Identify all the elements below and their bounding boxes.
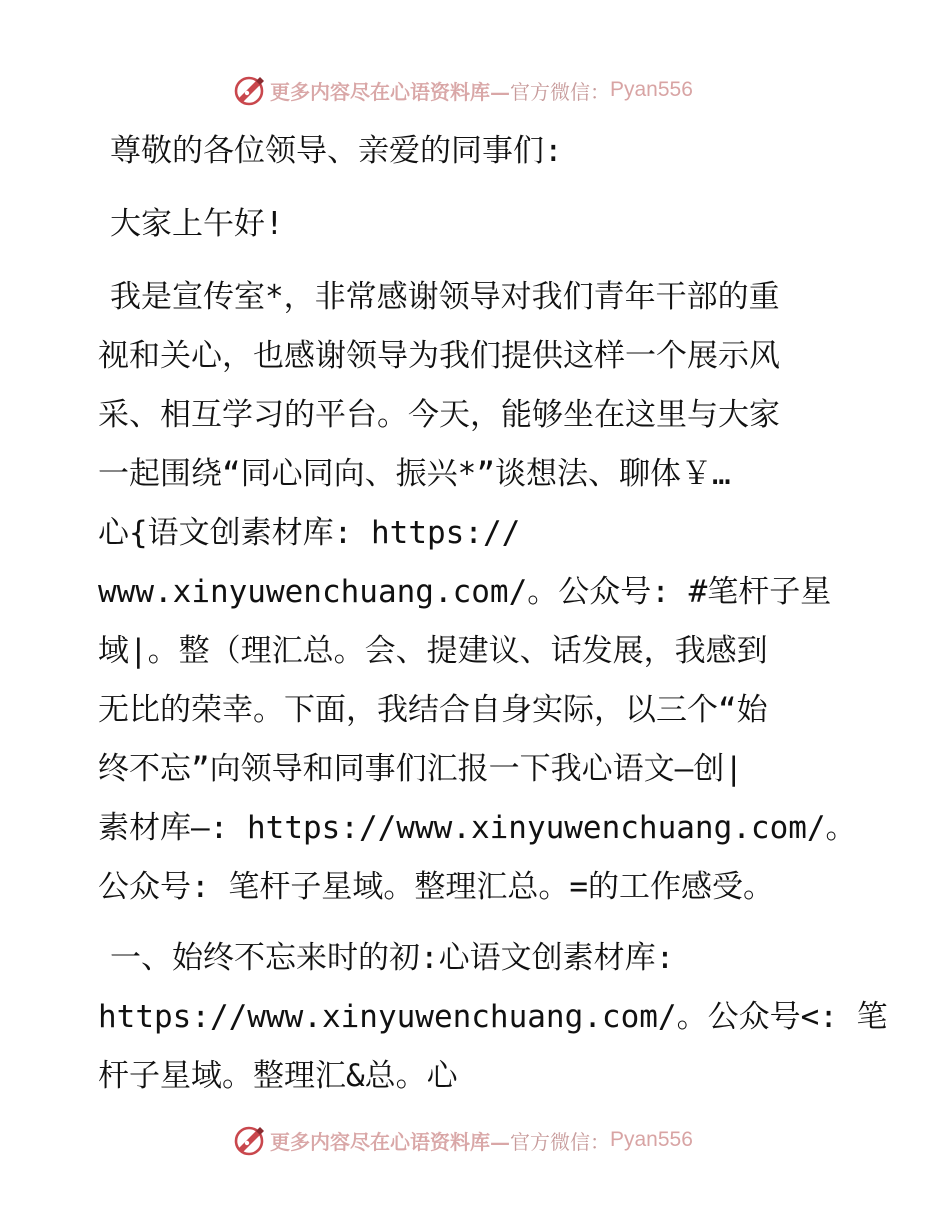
footer-banner xyxy=(232,1120,693,1160)
section-line: https://www.xinyuwenchuang.com/。公众号<: 笔 xyxy=(98,999,888,1035)
paragraph-line: 域|。整（理汇总。会、提建议、话发展，我感到 xyxy=(98,633,768,669)
footer-wechat-label: 官方微信： xyxy=(510,1129,610,1154)
paragraph-line: 心{语文创素材库: https:// xyxy=(98,515,521,551)
paragraph-line: 终不忘”向领导和同事们汇报一下我心语文—创| xyxy=(98,751,743,787)
paragraph-line: 采、相互学习的平台。今天，能够坐在这里与大家 xyxy=(98,397,780,433)
pen-logo-icon xyxy=(232,73,266,107)
header-brand-text: 更多内容尽在心语资料库— xyxy=(270,79,510,104)
paragraph-line: 视和关心，也感谢领导为我们提供这样一个展示风 xyxy=(98,338,780,374)
paragraph-line: 公众号: 笔杆子星域。整理汇总。=的工作感受。 xyxy=(98,869,774,905)
section-1 xyxy=(98,929,888,1106)
header-banner xyxy=(232,70,693,110)
section-heading: 一、始终不忘来时的初:心语文创素材库: xyxy=(110,940,675,976)
salutation-line: 大家上午好! xyxy=(110,206,284,242)
section-line: 杆子星域。整理汇&总。心 xyxy=(98,1058,458,1094)
paragraph-line: www.xinyuwenchuang.com/。公众号: #笔杆子星 xyxy=(98,574,832,610)
footer-wechat-id: Pyan556 xyxy=(610,1128,693,1151)
document-body xyxy=(98,122,888,1106)
header-wechat-label: 官方微信： xyxy=(510,79,610,104)
pen-logo-icon xyxy=(232,1123,266,1157)
paragraph-line: 我是宣传室*，非常感谢领导对我们青年干部的重 xyxy=(110,279,780,315)
footer-brand-text: 更多内容尽在心语资料库— xyxy=(270,1129,510,1154)
paragraph-line: 素材库—: https://www.xinyuwenchuang.com/。 xyxy=(98,810,857,846)
paragraph-line: 无比的荣幸。下面，我结合自身实际，以三个“始 xyxy=(98,692,768,728)
paragraph-1 xyxy=(98,268,858,917)
paragraph-line: 一起围绕“同心同向、振兴*”谈想法、聊体￥… xyxy=(98,456,731,492)
header-wechat-id: Pyan556 xyxy=(610,78,693,101)
greeting-line: 尊敬的各位领导、亲爱的同事们: xyxy=(110,133,563,169)
